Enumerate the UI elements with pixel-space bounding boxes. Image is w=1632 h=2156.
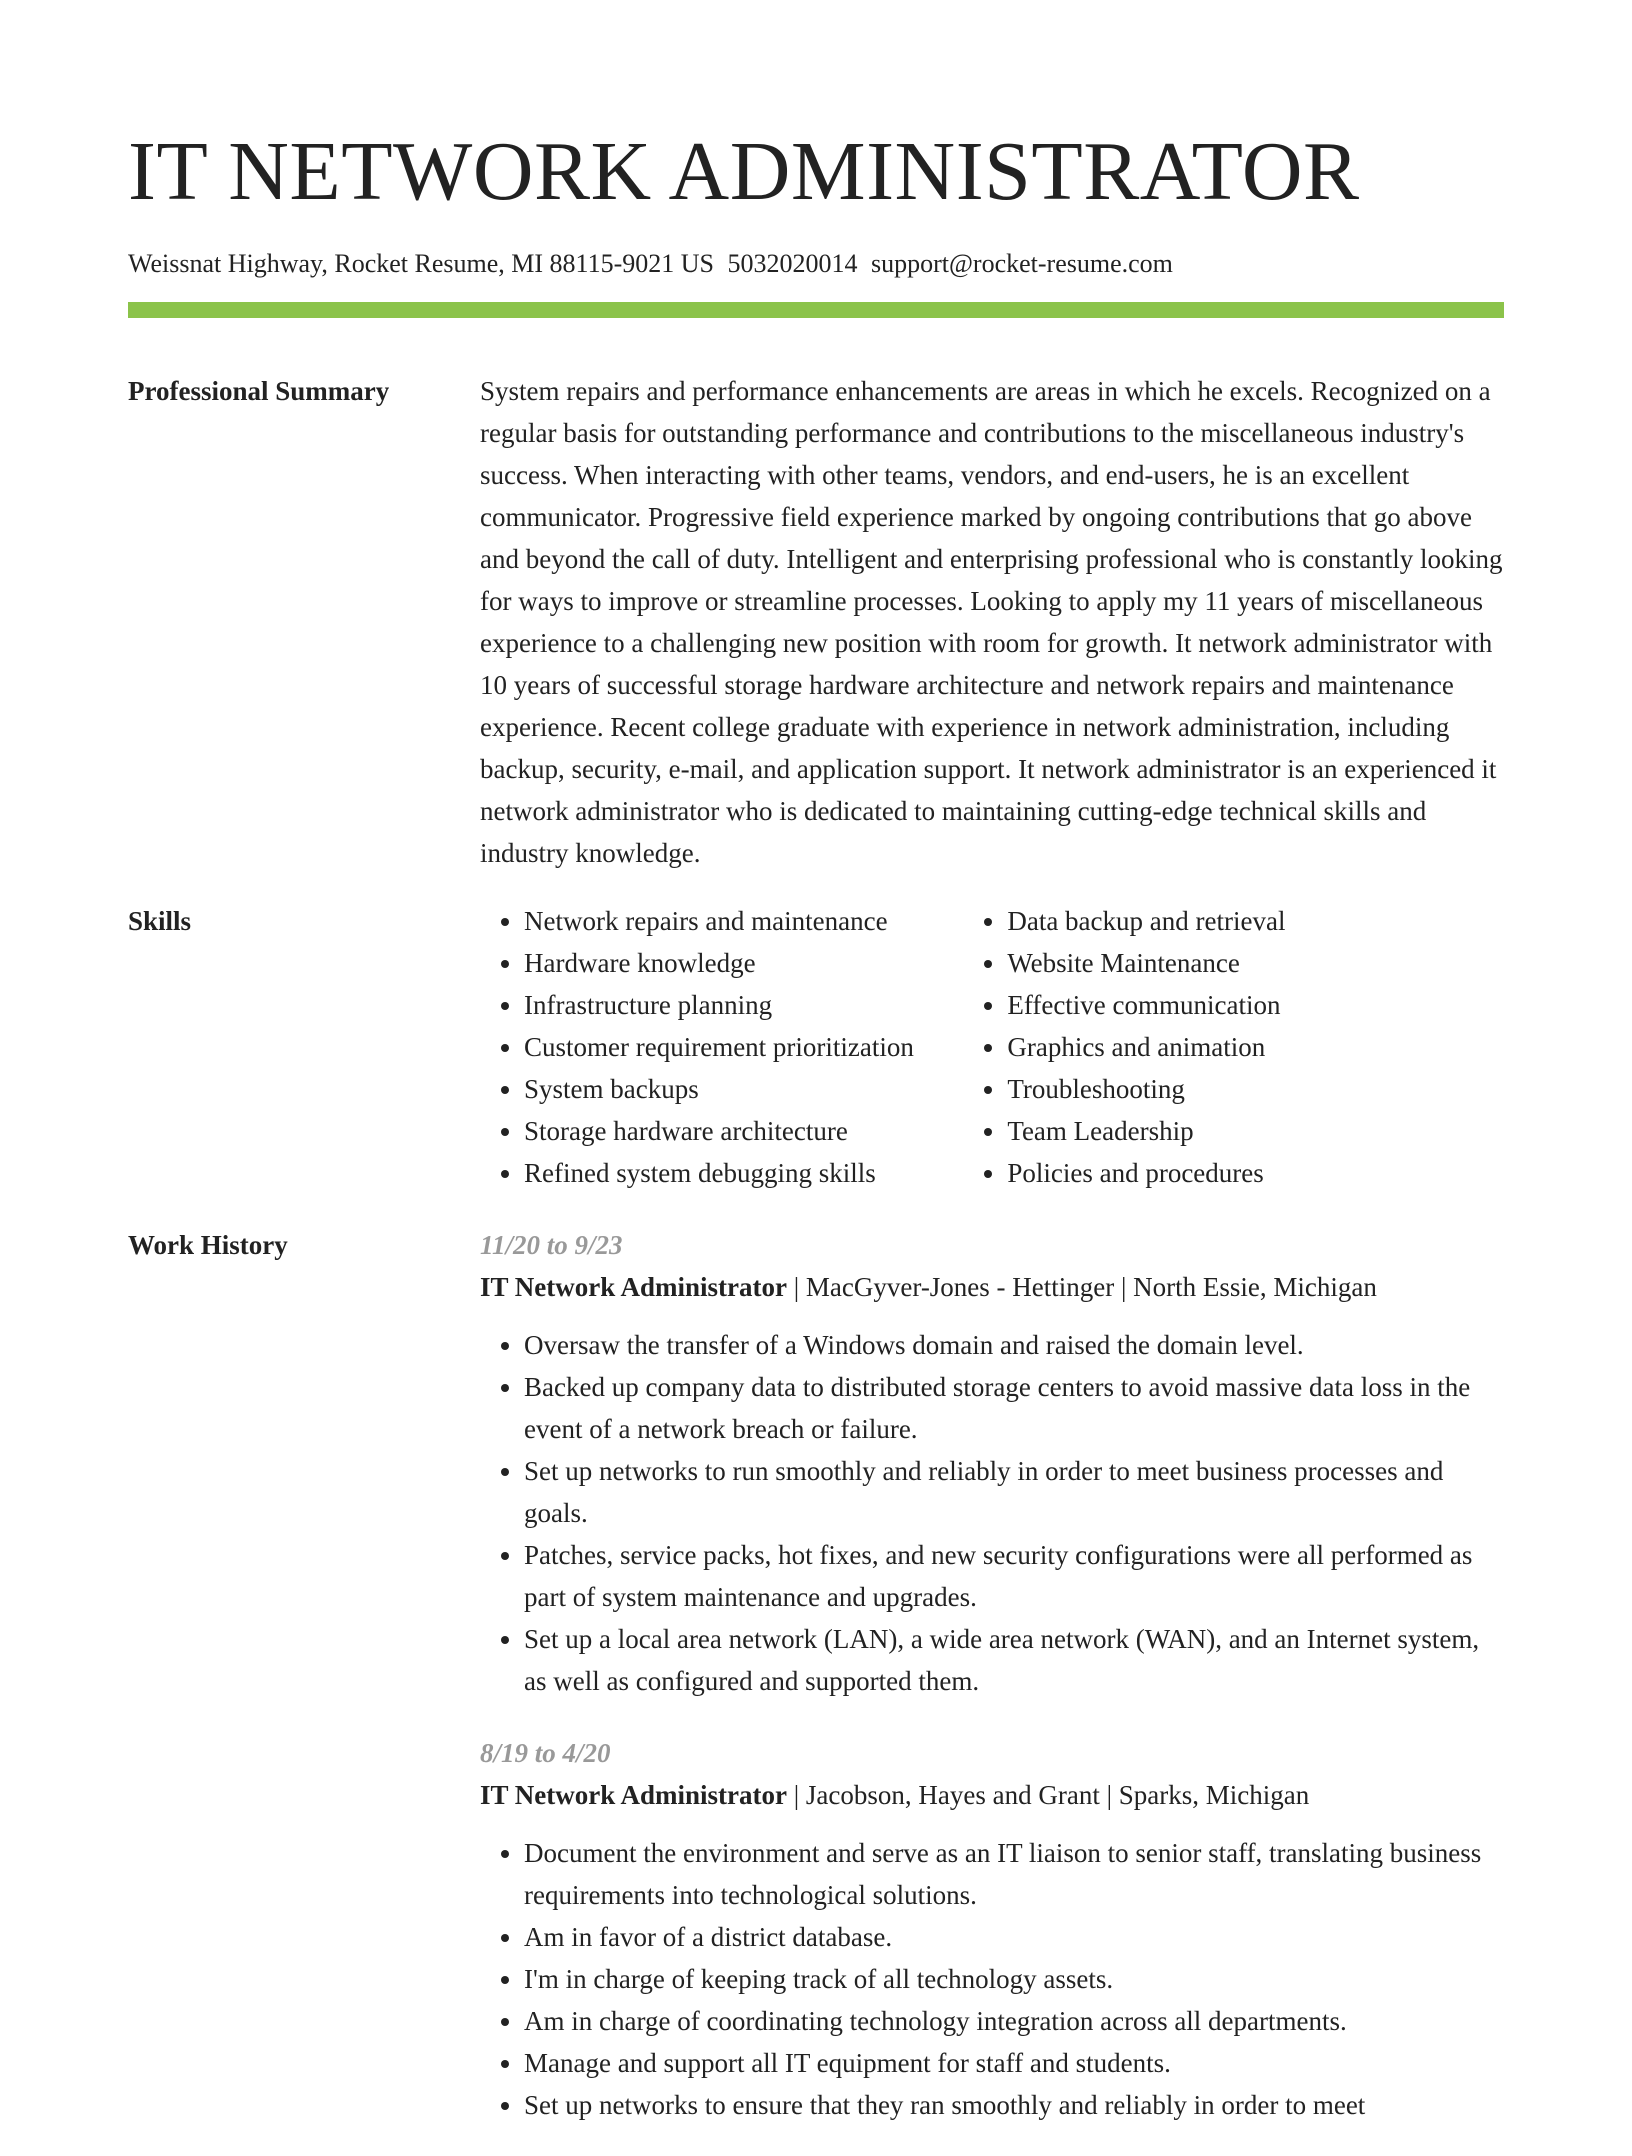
skills-label: Skills bbox=[128, 906, 192, 936]
skill-item: • Team Leadership bbox=[1007, 1110, 1504, 1152]
job-bullet: • Set up a local area network (LAN), a wide area network (WAN), and an Internet system, as well as configured and supported them. bbox=[524, 1618, 1504, 1702]
skill-item: • Effective communication bbox=[1007, 984, 1504, 1026]
job-heading bbox=[480, 1266, 1504, 1308]
job-bullet: • Am in favor of a district database. bbox=[524, 1916, 1504, 1958]
job-heading bbox=[480, 1774, 1504, 1816]
job-title: IT Network Administrator bbox=[480, 1780, 787, 1810]
job-bullet: • Am in charge of coordinating technology integration across all departments. bbox=[524, 2000, 1504, 2042]
job-entry bbox=[480, 1732, 1504, 2126]
skill-item: • Graphics and animation bbox=[1007, 1026, 1504, 1068]
summary-body bbox=[480, 370, 1504, 874]
job-bullets bbox=[480, 1832, 1504, 2126]
job-bullet: • Manage and support all IT equipment for staff and students. bbox=[524, 2042, 1504, 2084]
job-bullet: • Backed up company data to distributed storage centers to avoid massive data loss in the event of a network breach or failure. bbox=[524, 1366, 1504, 1450]
job-dates: 8/19 to 4/20 bbox=[480, 1738, 611, 1768]
work-label: Work History bbox=[128, 1230, 288, 1260]
skills-section bbox=[128, 900, 1504, 1194]
contact-email: support@rocket-resume.com bbox=[870, 249, 1173, 278]
job-bullet: • I'm in charge of keeping track of all technology assets. bbox=[524, 1958, 1504, 2000]
resume-name: IT NETWORK ADMINISTRATOR bbox=[128, 125, 1360, 218]
job-title: IT Network Administrator bbox=[480, 1272, 787, 1302]
contact-line bbox=[128, 248, 1504, 280]
skills-body bbox=[480, 900, 1504, 1194]
contact-address: Weissnat Highway, Rocket Resume, MI 88115-9021 US bbox=[128, 249, 714, 278]
summary-label: Professional Summary bbox=[128, 376, 390, 406]
skill-item: • Customer requirement prioritization bbox=[524, 1026, 963, 1068]
skill-item: • Infrastructure planning bbox=[524, 984, 963, 1026]
skill-item: • Policies and procedures bbox=[1007, 1152, 1504, 1194]
skills-list-left bbox=[480, 900, 963, 1194]
job-dates: 11/20 to 9/23 bbox=[480, 1230, 623, 1260]
job-bullet: • Set up networks to ensure that they ran smoothly and reliably in order to meet bbox=[524, 2084, 1504, 2126]
skill-item: • Website Maintenance bbox=[1007, 942, 1504, 984]
job-bullet: • Set up networks to run smoothly and reliably in order to meet business processes and goals. bbox=[524, 1450, 1504, 1534]
skill-item: • Troubleshooting bbox=[1007, 1068, 1504, 1110]
skill-item: • Data backup and retrieval bbox=[1007, 900, 1504, 942]
skill-item: • Storage hardware architecture bbox=[524, 1110, 963, 1152]
job-details: | MacGyver-Jones - Hettinger | North Essie, Michigan bbox=[787, 1272, 1377, 1302]
job-bullet: • Patches, service packs, hot fixes, and new security configurations were all performed as part of system maintenance and upgrades. bbox=[524, 1534, 1504, 1618]
job-bullet: • Document the environment and serve as an IT liaison to senior staff, translating business requirements into technological solutions. bbox=[524, 1832, 1504, 1916]
work-section bbox=[128, 1224, 1504, 2156]
job-bullets bbox=[480, 1324, 1504, 1702]
summary-text: System repairs and performance enhancements are areas in which he excels. Recognized on a regular basis for outstanding performance and contributions to the miscellaneous industry's success. When interacting with other teams, vendors, and end-users, he is an excellent communicator. Progressive field experience marked by ongoing contributions that go above and beyond the call of duty. Intelligent and enterprising professional who is constantly looking for ways to improve or streamline processes. Looking to apply my 11 years of miscellaneous experience to a challenging new position with room for growth. It network administrator with 10 years of successful storage hardware architecture and network repairs and maintenance experience. Recent college graduate with experience in network administration, including backup, security, e-mail, and application support. It network administrator is an experienced it network administrator who is dedicated to maintaining cutting-edge technical skills and industry knowledge. bbox=[480, 376, 1503, 868]
skills-grid bbox=[480, 900, 1504, 1194]
job-details: | Jacobson, Hayes and Grant | Sparks, Michigan bbox=[787, 1780, 1310, 1810]
summary-section bbox=[128, 370, 1504, 874]
skill-item: • Refined system debugging skills bbox=[524, 1152, 963, 1194]
skill-item: • Network repairs and maintenance bbox=[524, 900, 963, 942]
skill-item: • Hardware knowledge bbox=[524, 942, 963, 984]
accent-divider bbox=[128, 302, 1504, 318]
skill-item: • System backups bbox=[524, 1068, 963, 1110]
skills-list-right bbox=[963, 900, 1504, 1194]
job-bullet: • Oversaw the transfer of a Windows domain and raised the domain level. bbox=[524, 1324, 1504, 1366]
work-body bbox=[480, 1224, 1504, 2156]
job-entry bbox=[480, 1224, 1504, 1702]
contact-phone: 5032020014 bbox=[727, 249, 858, 278]
